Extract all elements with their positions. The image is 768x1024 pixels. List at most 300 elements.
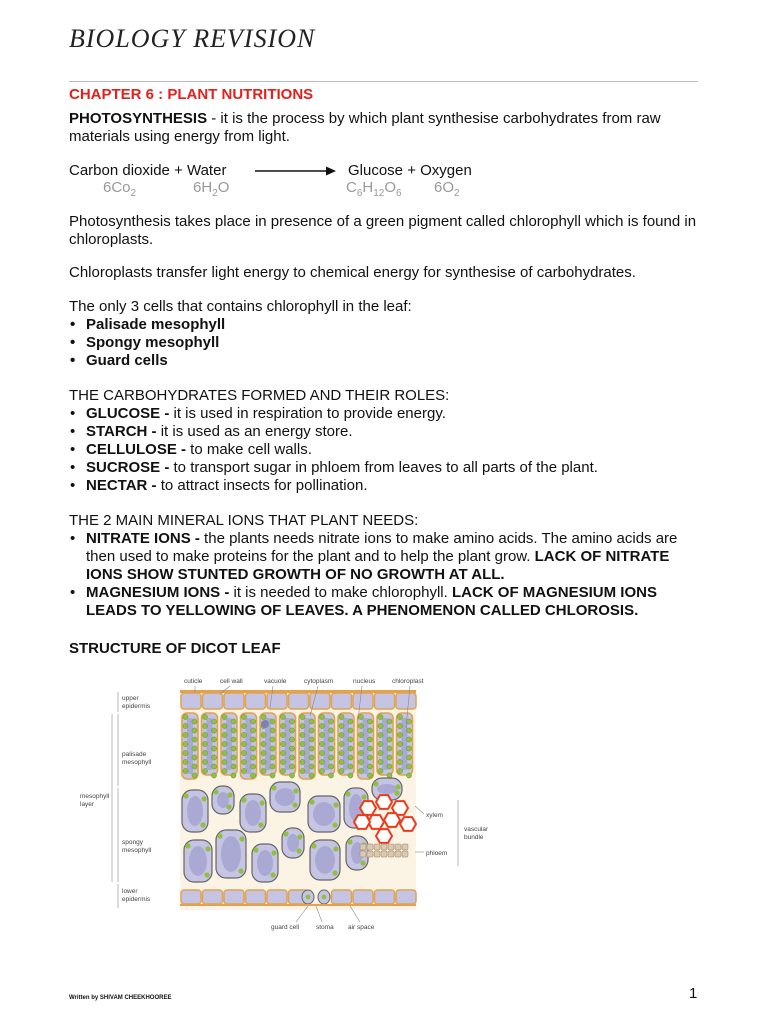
chlorophyll-cells-heading: The only 3 cells that contains chlorophyll in the leaf: (69, 298, 412, 315)
upper-epidermis-cell (203, 693, 223, 709)
chloroplast (360, 860, 365, 865)
chloroplast (280, 741, 285, 746)
footer-author: Written by SHIVAM CHEEKHOOREE (69, 995, 172, 1001)
leader-line (415, 806, 424, 814)
phloem-cell (360, 844, 366, 850)
chloroplast (270, 737, 275, 742)
chloroplast (231, 737, 236, 742)
chloroplast (222, 741, 227, 746)
chloroplast (387, 737, 392, 742)
lower-epidermis-cell (353, 890, 373, 904)
chloroplast (319, 732, 324, 737)
chloroplast (259, 800, 264, 805)
upper-epidermis-cell (289, 693, 309, 709)
chloroplast (339, 759, 344, 764)
chloroplast (339, 732, 344, 737)
equation-reactants: Carbon dioxide + Water (69, 162, 227, 179)
chlorophyll-paragraph: Photosynthesis takes place in presence of a green pigment called chlorophyll which is found in chloroplasts. (69, 213, 697, 248)
chloroplast (367, 764, 372, 769)
label-mesophyll-layer-1: mesophyll (80, 793, 110, 800)
chloroplast (339, 750, 344, 755)
chloroplast (241, 797, 246, 802)
lower-cuticle (180, 904, 416, 906)
chloroplast (202, 714, 207, 719)
chloroplast (211, 719, 216, 724)
chloroplast (183, 793, 188, 798)
chloroplast (270, 719, 275, 724)
chloroplast (378, 732, 383, 737)
label-stoma: stoma (316, 924, 334, 931)
chloroplast (358, 768, 363, 773)
chloroplast (300, 741, 305, 746)
chloroplast (201, 796, 206, 801)
chloroplast (300, 759, 305, 764)
chloroplast (250, 719, 255, 724)
chloroplast (289, 773, 294, 778)
chloroplast (202, 750, 207, 755)
list-item: • SUCROSE - to transport sugar in phloem from leaves to all parts of the plant. (70, 459, 598, 476)
label-spongy-1: spongy (122, 839, 143, 846)
reaction-arrow (255, 165, 337, 177)
list-item: • MAGNESIUM IONS - it is needed to make chlorophyll. LACK OF MAGNESIUM IONS LEADS TO YELLOWING OF LEAVES. A PHENOMENON CALLED CHLOROSIS. (70, 584, 657, 619)
chloroplast (241, 759, 246, 764)
chloroplast (339, 741, 344, 746)
formula-carbon-dioxide: $6Co_2$ (103, 179, 137, 199)
label-vascular-bundle-1: vascular (464, 826, 489, 833)
chloroplast (292, 802, 297, 807)
chloroplast (319, 750, 324, 755)
label-upper-epidermis-1: upper (122, 695, 139, 702)
xylem-vessel (376, 829, 392, 843)
vacuole (315, 846, 335, 874)
chloroplast (358, 723, 363, 728)
label-phloem: phloem (426, 850, 448, 857)
list-item: • GLUCOSE - it is used in respiration to provide energy. (70, 405, 446, 422)
chloroplast (348, 728, 353, 733)
chloroplast (250, 728, 255, 733)
label-palisade-2: mesophyll (122, 759, 152, 766)
chloroplast (241, 768, 246, 773)
chloroplast (339, 768, 344, 773)
vacuole (221, 836, 241, 872)
chloroplast (231, 764, 236, 769)
chloroplast (387, 764, 392, 769)
upper-epidermis-cell (181, 693, 201, 709)
list-item: • NITRATE IONS - the plants needs nitrate ions to make amino acids. The amino acids are then used to make proteins for the plant and to help the plant grow. LACK OF NITRATE IONS SHOW STUNTED GROWTH OF NO GROWTH AT ALL. (70, 530, 678, 583)
chloroplast (261, 759, 266, 764)
chloroplast-paragraph: Chloroplasts transfer light energy to chemical energy for synthesise of carbohydrates. (69, 264, 636, 281)
label-cytoplasm: cytoplasm (304, 678, 334, 685)
chloroplast (261, 750, 266, 755)
chloroplast (348, 773, 353, 778)
chloroplast (192, 719, 197, 724)
chloroplast (328, 728, 333, 733)
chloroplast (300, 750, 305, 755)
chloroplast (211, 755, 216, 760)
chloroplast (333, 846, 338, 851)
chloroplast (211, 737, 216, 742)
chloroplast (280, 732, 285, 737)
chloroplast (367, 746, 372, 751)
chloroplast (339, 723, 344, 728)
chloroplast (261, 741, 266, 746)
formula-glucose: $C_6H_{12}O_6$ (346, 179, 402, 199)
chloroplast (250, 755, 255, 760)
chloroplast (192, 728, 197, 733)
chloroplast (271, 785, 276, 790)
chloroplast (347, 839, 352, 844)
chloroplast (309, 764, 314, 769)
phloem-cell (367, 844, 373, 850)
chloroplast (358, 750, 363, 755)
lower-epidermis-cell (375, 890, 395, 904)
chloroplast (319, 759, 324, 764)
chloroplast (205, 846, 210, 851)
chloroplast (289, 737, 294, 742)
label-spongy-2: mesophyll (122, 847, 152, 854)
chloroplast (192, 737, 197, 742)
chloroplast (183, 750, 188, 755)
chloroplast (289, 728, 294, 733)
chloroplast (200, 822, 205, 827)
chloroplast (192, 746, 197, 751)
chloroplast (289, 719, 294, 724)
chloroplast (397, 732, 402, 737)
chloroplast (211, 764, 216, 769)
chloroplast (378, 759, 383, 764)
upper-epidermis-cell (375, 693, 395, 709)
list-item: • Palisade mesophyll (70, 316, 226, 333)
chloroplast (238, 868, 243, 873)
chloroplast (250, 773, 255, 778)
chloroplast (280, 759, 285, 764)
upper-epidermis-cell (332, 693, 352, 709)
chloroplast (231, 728, 236, 733)
chloroplast (270, 728, 275, 733)
chloroplast (394, 790, 399, 795)
chloroplast (378, 723, 383, 728)
mineral-ions-heading: THE 2 MAIN MINERAL IONS THAT PLANT NEEDS: (69, 512, 419, 529)
leaf-structure-heading: STRUCTURE OF DICOT LEAF (69, 640, 281, 657)
chloroplast (358, 732, 363, 737)
chloroplast (397, 750, 402, 755)
lower-epidermis-cell (396, 890, 416, 904)
chloroplast (328, 746, 333, 751)
mineral-ions-section (69, 512, 699, 620)
xylem-vessel (400, 817, 416, 831)
lower-epidermis-cell (203, 890, 223, 904)
upper-epidermis-cell (353, 693, 373, 709)
upper-epidermis-cell (224, 693, 244, 709)
lower-epidermis-cell (267, 890, 287, 904)
upper-epidermis-cell (246, 693, 266, 709)
phloem-cell (388, 851, 394, 857)
chloroplast (270, 755, 275, 760)
chloroplast (333, 802, 338, 807)
chloroplast (387, 746, 392, 751)
chloroplast (222, 768, 227, 773)
chloroplast (241, 732, 246, 737)
chloroplast (231, 719, 236, 724)
phloem-cell (381, 851, 387, 857)
chloroplast (309, 746, 314, 751)
chloroplast (192, 773, 197, 778)
chloroplast (261, 768, 266, 773)
chloroplast (300, 732, 305, 737)
vacuole (257, 850, 273, 876)
chloroplast (227, 792, 232, 797)
upper-epidermis-cell (396, 693, 416, 709)
chloroplast (213, 789, 218, 794)
list-item: • STARCH - it is used as an energy store. (70, 423, 353, 440)
chloroplast (361, 794, 366, 799)
xylem-vessel (354, 815, 370, 829)
phloem-cell (388, 844, 394, 850)
chloroplast (358, 759, 363, 764)
chloroplast (319, 714, 324, 719)
phloem-cell (374, 851, 380, 857)
phloem-cell (360, 851, 366, 857)
chloroplast (328, 764, 333, 769)
label-upper-epidermis-2: epidermis (122, 703, 151, 710)
xylem-vessel (384, 813, 400, 827)
chloroplast (309, 719, 314, 724)
chloroplast (183, 714, 188, 719)
chlorophyll-cells-section (69, 298, 709, 370)
title-divider (69, 81, 698, 82)
chloroplast (250, 746, 255, 751)
chloroplast (406, 755, 411, 760)
list-item: • Spongy mesophyll (70, 334, 220, 351)
chloroplast (222, 759, 227, 764)
phloem-cell (381, 844, 387, 850)
label-cell-wall: cell wall (220, 678, 243, 685)
label-palisade-1: palisade (122, 751, 147, 758)
chloroplast (297, 834, 302, 839)
lower-epidermis-cell (246, 890, 266, 904)
chloroplast (289, 755, 294, 760)
label-lower-epidermis-1: lower (122, 888, 138, 895)
definition-term: PHOTOSYNTHESIS (69, 110, 208, 127)
chloroplast (271, 850, 276, 855)
chloroplast (397, 759, 402, 764)
equation-products: Glucose + Oxygen (348, 162, 472, 179)
dicot-leaf-diagram (70, 668, 510, 940)
vacuole (377, 784, 397, 794)
chloroplast (183, 723, 188, 728)
chloroplast (226, 804, 231, 809)
page-title: BIOLOGY REVISION (69, 24, 316, 53)
nucleus (261, 720, 269, 728)
chloroplast (319, 723, 324, 728)
chloroplast (319, 741, 324, 746)
chloroplast (211, 746, 216, 751)
definition-text: - it is the process by which plant synthesise carbohydrates from raw materials using energy from light. (69, 110, 661, 145)
chloroplast (261, 714, 266, 719)
chloroplast (345, 791, 350, 796)
chloroplast (280, 723, 285, 728)
leaf-cell-layers (180, 690, 416, 910)
chloroplast (183, 741, 188, 746)
carbohydrates-heading: THE CARBOHYDRATES FORMED AND THEIR ROLES: (69, 387, 450, 404)
chloroplast (300, 714, 305, 719)
chloroplast (309, 737, 314, 742)
chloroplast (202, 723, 207, 728)
chloroplast (280, 714, 285, 719)
chloroplast (289, 746, 294, 751)
chloroplast (348, 746, 353, 751)
page-number: 1 (689, 985, 698, 1002)
label-guard-cell: guard cell (271, 924, 300, 931)
chloroplast (406, 764, 411, 769)
chloroplast (217, 833, 222, 838)
label-xylem: xylem (426, 812, 443, 819)
photosynthesis-definition (69, 110, 701, 146)
chloroplast (373, 781, 378, 786)
chloroplast (378, 741, 383, 746)
chloroplast (280, 750, 285, 755)
label-chloroplast: chloroplast (392, 678, 424, 685)
chloroplast (241, 741, 246, 746)
chloroplast (348, 755, 353, 760)
chloroplast (283, 831, 288, 836)
xylem-vessel (360, 801, 376, 815)
chloroplast (406, 728, 411, 733)
chloroplast (309, 773, 314, 778)
phloem-cell (367, 851, 373, 857)
chloroplast (367, 773, 372, 778)
chloroplast (300, 768, 305, 773)
chloroplast (280, 768, 285, 773)
chloroplast (358, 714, 363, 719)
chloroplast (328, 719, 333, 724)
chloroplast (387, 755, 392, 760)
chapter-heading: CHAPTER 6 : PLANT NUTRITIONS (69, 86, 314, 103)
chloroplast (296, 848, 301, 853)
chloroplast (397, 714, 402, 719)
lower-epidermis-cell (332, 890, 352, 904)
chloroplast (306, 895, 311, 900)
chloroplast (211, 728, 216, 733)
chloroplast (367, 737, 372, 742)
label-vascular-bundle-2: bundle (464, 834, 484, 841)
chloroplast (332, 870, 337, 875)
chloroplast (261, 732, 266, 737)
chloroplast (348, 719, 353, 724)
chloroplast (348, 764, 353, 769)
chloroplast (270, 872, 275, 877)
chloroplast (222, 723, 227, 728)
chloroplast (332, 822, 337, 827)
chloroplast (309, 755, 314, 760)
vacuole (313, 802, 335, 826)
phloem-cell (374, 844, 380, 850)
chloroplast (322, 895, 327, 900)
chloroplast (378, 750, 383, 755)
chloroplast (222, 732, 227, 737)
chloroplast (204, 872, 209, 877)
chloroplast (202, 768, 207, 773)
chloroplast (241, 750, 246, 755)
chloroplast (397, 741, 402, 746)
chloroplast (348, 737, 353, 742)
lower-epidermis-cell (181, 890, 201, 904)
chloroplast (253, 847, 258, 852)
phloem-cell (402, 844, 408, 850)
chloroplast (300, 723, 305, 728)
chloroplast (319, 768, 324, 773)
chloroplast (406, 746, 411, 751)
chloroplast (309, 728, 314, 733)
chloroplast (328, 773, 333, 778)
chloroplast (378, 714, 383, 719)
chloroplast (241, 714, 246, 719)
chloroplast (387, 773, 392, 778)
chloroplast (192, 764, 197, 769)
chloroplast (231, 773, 236, 778)
chloroplast (397, 723, 402, 728)
chloroplast (241, 723, 246, 728)
chloroplast (289, 764, 294, 769)
chloroplast (250, 737, 255, 742)
list-item: • NECTAR - to attract insects for pollination. (70, 477, 368, 494)
chloroplast (270, 746, 275, 751)
chloroplast (239, 836, 244, 841)
chloroplast (202, 759, 207, 764)
vacuole (187, 796, 203, 826)
label-cuticle: cuticle (184, 678, 203, 685)
vacuole (189, 846, 207, 876)
chloroplast (183, 768, 188, 773)
xylem-vessel (376, 795, 392, 809)
formula-water: $6H_2O$ (193, 179, 230, 199)
label-vacuole: vacuole (264, 678, 287, 685)
chloroplast (358, 741, 363, 746)
label-mesophyll-layer-2: layer (80, 801, 95, 808)
chloroplast (309, 799, 314, 804)
chloroplast (250, 764, 255, 769)
chloroplast (328, 755, 333, 760)
chloroplast (311, 843, 316, 848)
chloroplast (270, 764, 275, 769)
chloroplast (183, 732, 188, 737)
chloroplast (406, 773, 411, 778)
formula-oxygen: $6O_2$ (434, 179, 460, 199)
chloroplast (406, 737, 411, 742)
chloroplast (397, 768, 402, 773)
list-item: • Guard cells (70, 352, 168, 369)
chloroplast (387, 728, 392, 733)
chloroplast (185, 843, 190, 848)
chloroplast (378, 768, 383, 773)
list-item: • CELLULOSE - to make cell walls. (70, 441, 312, 458)
vacuole (275, 788, 295, 806)
chloroplast (339, 714, 344, 719)
chloroplast (222, 714, 227, 719)
phloem-cell (395, 844, 401, 850)
chloroplast (328, 737, 333, 742)
upper-epidermis-cell (310, 693, 330, 709)
chloroplast (293, 788, 298, 793)
chloroplast (367, 728, 372, 733)
chloroplast (395, 784, 400, 789)
chloroplast (387, 719, 392, 724)
chloroplast (406, 719, 411, 724)
chloroplast (192, 755, 197, 760)
lower-epidermis-cell (224, 890, 244, 904)
chloroplast (202, 732, 207, 737)
label-nucleus: nucleus (353, 678, 376, 685)
